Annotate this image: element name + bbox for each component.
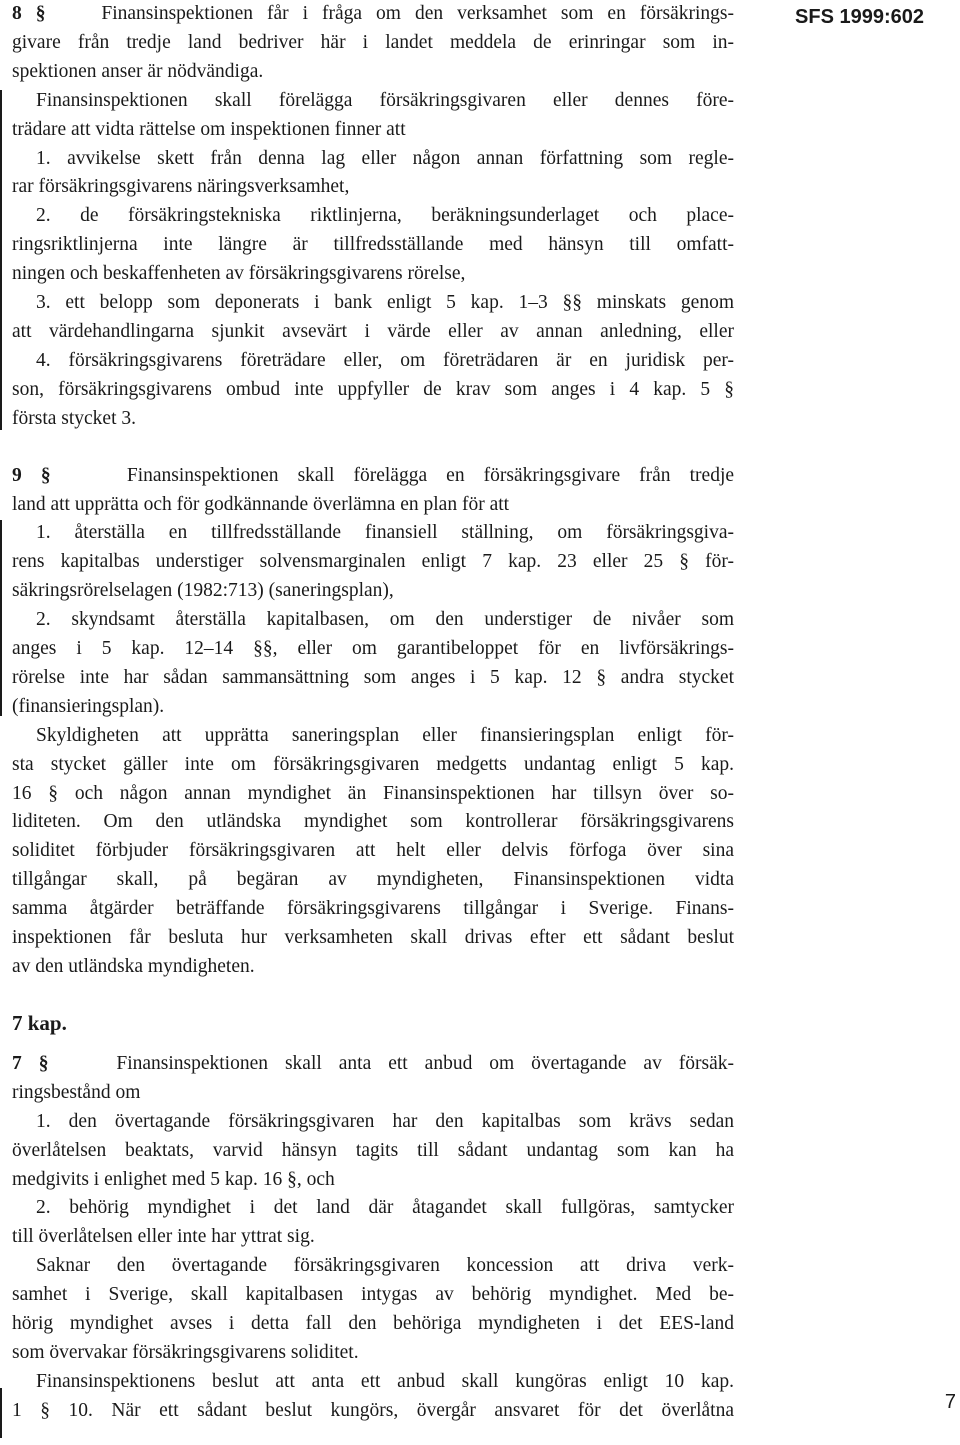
section-7: [12, 1050, 734, 1426]
chapter-heading: 7 kap.: [12, 1010, 67, 1035]
list-item-line: son, försäkringsgivarens ombud inte uppfyller de krav som anges i 4 kap. 5 §: [12, 378, 734, 400]
paragraph-line: av den utländska myndigheten.: [12, 956, 255, 977]
list-item-line: överlåtelsen beaktats, varvid hänsyn tagits till sådant undantag som kan ha: [12, 1139, 734, 1161]
section-9: [12, 462, 734, 982]
paragraph-line: hörig myndighet avses i detta fall den behöriga myndigheten i det EES-land: [12, 1313, 734, 1335]
list-item-line: 1. återställa en tillfredsställande finansiell ställning, om försäkringsgiva-: [36, 522, 734, 544]
paragraph-line: soliditet förbjuder försäkringsgivaren att helt eller delvis förfoga över sina: [12, 840, 734, 862]
section-number: 8 §: [12, 3, 46, 24]
paragraph-line: 9 § Finansinspektionen skall förelägga en försäkringsgivare från tredje: [12, 464, 735, 486]
list-item-line: rar försäkringsgivarens näringsverksamhet,: [12, 176, 350, 198]
change-bar: [0, 520, 2, 716]
list-item-line: säkringsrörelselagen (1982:713) (saneringsplan),: [12, 580, 394, 602]
paragraph-line: inspektionen får besluta hur verksamheten skall drivas efter ett sådant beslut: [12, 927, 734, 949]
paragraph-line: 8 § Finansinspektionen får i fråga om den verksamhet som en försäkrings-: [12, 3, 735, 24]
paragraph-line: land att upprätta och för godkännande överlämna en plan för att: [12, 493, 510, 515]
paragraph-line: samhet i Sverige, skall kapitalbasen intygas av behörig myndighet. Med be-: [12, 1284, 734, 1306]
paragraph-line: som övervakar försäkringsgivarens soliditet.: [12, 1341, 359, 1363]
change-bar: [0, 1388, 2, 1438]
paragraph-line: tillgångar skall, på begäran av myndigheten, Finansinspektionen vidta: [12, 869, 734, 891]
paragraph-line: Finansinspektionen skall förelägga försäkringsgivaren eller dennes före-: [36, 89, 734, 111]
list-item-line: rens kapitalbas understiger solvensmarginalen enligt 7 kap. 23 eller 25 § för-: [12, 551, 734, 573]
list-item-line: (finansieringsplan).: [12, 695, 165, 717]
paragraph-line: 7 § Finansinspektionen skall anta ett anbud om övertagande av försäk-: [12, 1052, 735, 1074]
paragraph-line: Finansinspektionens beslut att anta ett anbud skall kungöras enligt 10 kap.: [36, 1370, 734, 1392]
section-number: 9 §: [12, 464, 51, 486]
list-item-line: 3. ett belopp som deponerats i bank enligt 5 kap. 1–3 §§ minskats genom: [36, 292, 734, 314]
list-item-line: 4. försäkringsgivarens företrädare eller, om företrädaren är en juridisk per-: [36, 349, 734, 371]
list-item-line: 1. avvikelse skett från denna lag eller någon annan författning som regle-: [36, 147, 734, 169]
paragraph-line: sta stycket gäller inte om försäkringsgivaren medgetts undantag enligt 5 kap.: [12, 753, 734, 775]
list-item-line: ringsriktlinjerna inte längre är tillfredsställande med hänsyn till omfatt-: [12, 234, 734, 256]
list-item-line: anges i 5 kap. 12–14 §§, eller om garantibeloppet för en livförsäkrings-: [12, 638, 734, 660]
list-item-line: till överlåtelsen eller inte har yttrat sig.: [12, 1226, 315, 1248]
list-item-line: att värdehandlingarna sjunkit avsevärt i värde eller av annan anledning, eller: [12, 320, 734, 342]
list-item-line: 2. de försäkringstekniska riktlinjerna, beräkningsunderlaget och place-: [36, 205, 734, 227]
paragraph-line: spektionen anser är nödvändiga.: [12, 60, 264, 82]
paragraph-line: givare från tredje land bedriver här i landet meddela de erinringar som in-: [12, 31, 734, 53]
section-8: [12, 0, 734, 434]
paragraph-line: 16 § och någon annan myndighet än Finansinspektionen har tillsyn över so-: [12, 782, 734, 804]
sfs-number: SFS 1999:602: [795, 6, 924, 28]
paragraph-line: ringsbestånd om: [12, 1081, 141, 1103]
paragraph-line: Saknar den övertagande försäkringsgivaren koncession att driva verk-: [36, 1255, 734, 1277]
list-item-line: 1. den övertagande försäkringsgivaren har den kapitalbas som krävs sedan: [36, 1110, 734, 1132]
text-column: [12, 0, 734, 1426]
page-number: 7: [944, 1391, 956, 1413]
change-bar: [0, 90, 2, 430]
paragraph-line: 1 § 10. När ett sådant beslut kungörs, övergår ansvaret för det överlåtna: [12, 1399, 734, 1421]
list-item-line: rörelse inte har sådan sammansättning som anges i 5 kap. 12 § andra stycket: [12, 666, 734, 688]
paragraph-line: liditeten. Om den utländska myndighet som kontrollerar försäkringsgivarens: [12, 811, 734, 833]
paragraph-line: samma åtgärder beträffande försäkringsgivarens tillgångar i Sverige. Finans-: [12, 898, 734, 920]
paragraph-line: Skyldigheten att upprätta saneringsplan eller finansieringsplan enligt för-: [36, 724, 734, 746]
list-item-line: första stycket 3.: [12, 407, 137, 429]
list-item-line: 2. skyndsamt återställa kapitalbasen, om den understiger de nivåer som: [36, 609, 734, 631]
list-item-line: ningen och beskaffenheten av försäkringsgivarens rörelse,: [12, 263, 466, 285]
list-item-line: 2. behörig myndighet i det land där åtagandet skall fullgöras, samtycker: [36, 1197, 734, 1219]
paragraph-line: trädare att vidta rättelse om inspektionen finner att: [12, 118, 406, 140]
list-item-line: medgivits i enlighet med 5 kap. 16 §, och: [12, 1168, 335, 1190]
section-number: 7 §: [12, 1052, 49, 1074]
